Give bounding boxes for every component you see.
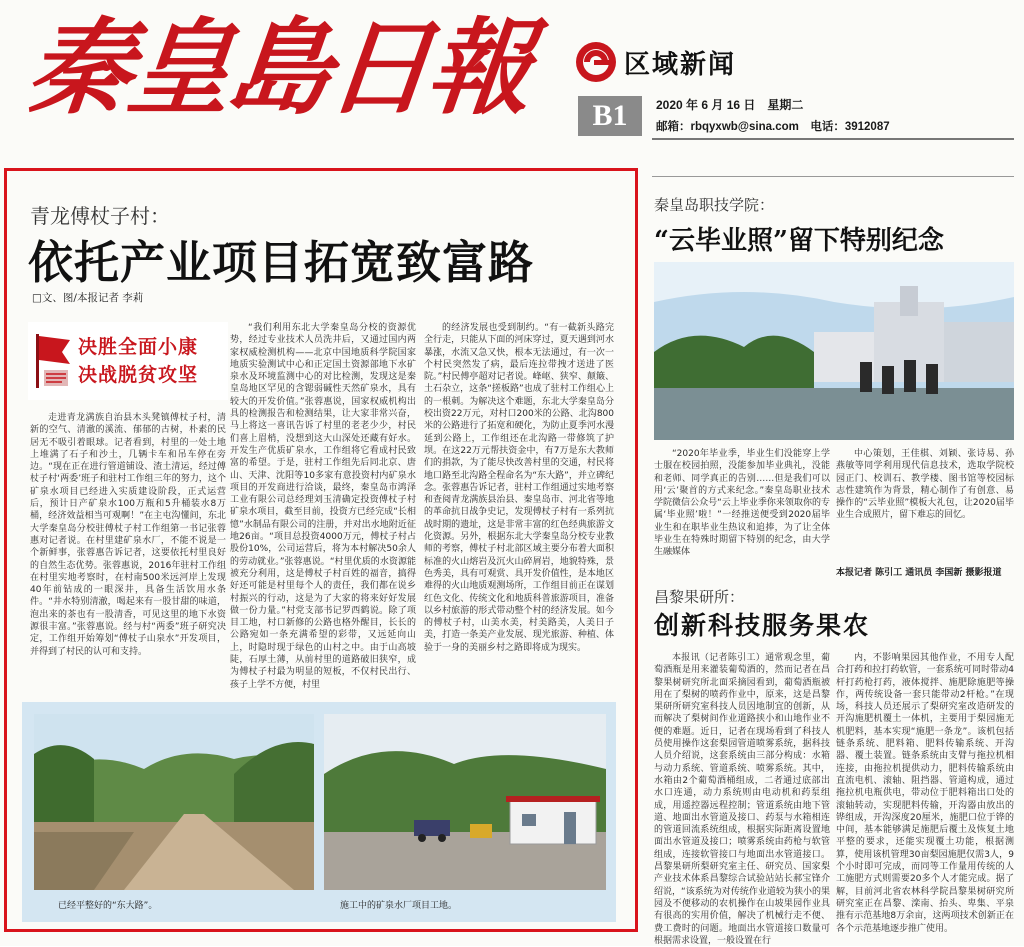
newspaper-emblem-icon <box>574 40 618 84</box>
lead-article-byline: □文、图/本报记者 李莉 <box>32 292 144 304</box>
lead-article-title: 依托产业项目拓宽致富路 <box>28 236 535 289</box>
masthead-divider <box>652 138 1014 140</box>
right-top-byline: 本报记者 陈引工 通讯员 李国新 摄影报道 <box>836 568 1002 578</box>
right-bottom-column-2: 内，不影响果园其他作业，不用专人配合打药和拉打药软管，一套系统可同时带动4杆打药枪打药，液体搅拌、施肥除施肥等操作，两传统设备一套只能带动2杆枪。”在现场，科技人员还展示了梨研究室改造研发的开沟施肥机覆土一体机，主要用于梨园施无机肥料，基本实现“施肥一条龙”。该机包括链条系统、肥料箱、肥料传输系统、开沟器、覆土装置。链条系统由支臂与拖拉机相连接，由拖拉机提供动力，肥料传输系统由直流电机、滚轴、阻挡器、管道构成，通过拖拉机电瓶供电，带动位于肥料箱出口处的滚轴转动，实现肥料传输，开沟器由放出的铧组成，开沟深度20厘米，施肥口位于铧的中间，基本能够满足施肥后覆土及恢复土地平整的要求，还能实现覆土功能，根据测算，使用该机管理30亩梨园施肥仅需3人，9个小时即可完成，而同等工作量用传统的人工施肥方式则需要20多个人才能完成。据了解，目前河北省农林科学院昌黎果树研究所研究室正在昌黎、滦南、抬头、卑集、平泉推有示范基地8万余亩，这两项技术创新正在各个示范基地逐步推广使用。 <box>836 653 1014 934</box>
section-title: 区域新闻 <box>624 50 737 80</box>
construction-photo-caption: 施工中的矿泉水厂项目工地。 <box>340 901 458 911</box>
lead-article-kicker: 青龙傅杖子村： <box>30 204 170 228</box>
road-photo <box>34 714 314 890</box>
lead-article-column-3: 的经济发展也受到制约。“有一截新头路完全行走，只能从下面的河床穿过，夏天遇到河水暴涨，水流又急又快，根本无法通过，有一次一个村民突然发了病，最后连拉带拽才送进了医院。”村民傅亭超对记者说。峰岖、狭窄、颠簸、土石杂立，这条“搓板路”也成了驻村工作组心上的一根刺。为解决这个难题，东北大学秦皇岛分校出资22万元，对村口200米的公路、北沟800米的公路进行了拓宽和硬化，为防止夏季河水漫延到公路上，工作组还在北沟路一带修筑了护坝。在这22万元帮扶资金中，有7万是东大教师们的捐款，为了能尽快改善村里的交通，村民将地口路至北沟路全程命名为“东大路”，并立碑纪念。张蓉惠告诉记者，驻村工作组通过实地考察和查阅青龙满族县治县、秦皇岛市、河北省等地的革命抗日战争史记，发现傅杖子村有一系列抗战时期的遗址，这是非常丰富的红色经典旅游文化资源。另外，根据东北大学秦皇岛分校专业教师的考察，傅杖子村北部区域主要分布着大面积标准的火山熔岩及沉火山碎屑岩，地貌特殊，景色秀美，具有可观赏、具开发价值性，是本地区难得的火山地质观测场所，工作组目前正在谋划红色文化、传统文化和地质科普旅游项目，准备以乡村旅游的形式带动整个村的经济发展。如今的傅杖子村，山美水美，村美路美，人美日子美，打造一条美产业发展、现光旅游、种植、体验于一身的美丽乡村之路即将成为现实。 <box>424 323 614 653</box>
right-top-column-2: 中心策划，王佳棋、刘颖、张诗易、孙燕敏等同学利用现代信息技术，选取学院校园正门、校训石、教学楼、图书馆等校园标志性建筑作为背景，精心制作了有创意、易操作的“云毕业照”模板大礼包，让2020届毕业生合成照片，留下难忘的回忆。 <box>836 449 1014 521</box>
right-top-title: “云毕业照”留下特别纪念 <box>654 226 944 256</box>
campaign-banner <box>28 322 228 400</box>
right-bottom-title: 创新科技服务果农 <box>654 611 871 640</box>
right-top-column-1: “2020年毕业季，毕业生们没能穿上学士服在校园拍照，没能参加毕业典礼，没能和老师、同学真正的告别……但是我们可以用‘云’聚首的方式来纪念。”秦皇岛职业技术学院微信公众号“云上毕业季你来领取你的专属‘毕业照’啦！”一经推送便受到2020届毕业生和在职毕业生热议和追捧，为了让全体毕业生在特殊时期留下特别的纪念，由大学生融媒体 <box>654 449 830 558</box>
lead-article-column-1: 走进青龙满族自治县木头凳镇傅杖子村，清新的空气、清澈的溪流、郁郁的古树，朴素的民居无不吸引着眼球。记者看到，村里的一处土地上堆满了石子和沙土，几辆卡车和吊车停在旁边。“现在正在进行管道铺设、渣土清运，经过傅杖子村‘两委’班子和驻村工作组三年的努力，这个矿泉水项目已经进入实质建设阶段，正式运营后，预计日产矿泉水100万瓶和5升桶装水8万桶，经济效益相当可观啊！”在主屯沟懂间，东北大学秦皇岛分校驻傅杖子村工作组第一书记张蓉惠对记者说。在村里建矿泉水厂，不能不说是一个新鲜事，张蓉惠告诉记者，这要依托村里良好的自然生态优势。张蓉惠说，2016年驻村工作组在村里实地考察时，在村南500米远河岸上发现40年前钻成的一眼深井，具备生活饮用水条件。“井水特别清澈，喝起来有一股甘甜的味道，泡出来的茶也有一股清香，可见这里的地下水资源很丰富。”张蓉惠说。经与村“两委”班子研究决定，工作组开始筹划“傅杖子山泉水”开发项目，并得到了村民的认可和支持。 <box>30 413 226 657</box>
right-top-kicker: 秦皇岛职技学院： <box>654 196 775 214</box>
construction-site-photo <box>324 714 606 890</box>
road-photo-caption: 已经平整好的“东大路”。 <box>58 901 158 911</box>
red-flag-icon <box>32 330 74 390</box>
masthead-logo: 秦皇島日報 <box>21 6 535 129</box>
graduation-photo <box>654 262 1014 440</box>
campaign-slogan-1: 决胜全面小康 <box>78 336 199 358</box>
campaign-slogan-2: 决战脱贫攻坚 <box>78 364 199 386</box>
contact-info: 邮箱：rbqyxwb@sina.com 电话：3912087 <box>656 121 890 133</box>
lead-article-column-2: “我们利用东北大学秦皇岛分校的资源优势，经过专业技术人员洗井后，又通过国内两家权威检测机构——北京中国地质科学院国家地质实验测试中心和正定国土资源部地下水矿泉水及环境监测中心的对比检测，发现这是秦皇岛地区罕见的含锶弱碱性天然矿泉水，具有较大的开发价值。”张蓉惠说，国家权威机构出具的检测报告和检测结果，让大家非常兴奋，马上将这一喜讯告诉了村里的老老少少，村民们喜上眉梢，没想到这大山深处还藏有好水。开发生产优质矿泉水，工作组将它看成村民致富的希望。于是，驻村工作组先后同北京、唐山、天津、沈阳等10多家有意投资村内矿泉水项目的开发商进行洽谈，最终，秦皇岛市鸿泽工业有限公司总经理刘玉清确定投资傅杖子村矿泉水项目，截至目前，投资方已经完成“长相憶”水制品有限公司的注册，并对出水地附近征地26亩。“项目总投资4000万元，傅杖子村占股份10%，公司运营后，将为本村解决50余人的劳动就业。”张蓉惠说。“村里优质的水资源能被充分利用，这是傅杖子村百姓的福音，搞得好还可能是村里每个人的责任，我们都在说乡村振兴的行动，这是为了大家的将来好好发展做一份力量。”村党支部书记罗西鹤说。除了项目工地，村口新修的公路也格外醒目，长长的公路宛如一条充满希望的彩带，又远延向山上，时隐时现于绿色的山村之中。由于山高坡陡，石厚土薄，从前村里的道路破旧狭窄，成为傅杖子村最为明显的短板，不仅村民出行、孩子上学不方便，村里 <box>230 323 416 690</box>
page-number-badge: B1 <box>578 96 642 136</box>
right-bottom-column-1: 本报讯（记者陈引工）通常观念里，葡萄酒瓶是用来灌装葡萄酒的，然而记者在昌黎果树研究所北面采摘园看到，葡萄酒瓶被用在了梨树的喷药作业中，原来，这是昌黎果研所研究室科技人员因地制宜的创新，从而解决了梨树间作业道路挟小和山地作业不便的难题。近日，记者在现场看到了科技人员使用操作这套梨园管道喷雾系统，据科技人员介绍说，这套系统由三部分构成：水箱与动力系统、管道系统、喷雾系统。其中，水箱由2个葡萄酒桶组成，二者通过底部出水口连通，动力系统则由电动机和药泵组成，用遥控器远程控制；管道系统由地下管道、地面出水管道及接口、药泵与水箱相连的管道回流系统组成，根据实际距离设置地面出水管道及接口；喷雾系统由药枪与软管组成，连接软管接口与地面出水管道接口。昌黎果研所梨研究室主任、研究员、国家梨产业技术体系昌黎综合试验站站长郝宝锋介绍说，“该系统为对传统作业道较为狭小的果园及不便移动的农机操作在山坡果园作业具有很高的实用价值，解决了机械行走不便、费工费时的问题。地面出水管道接口数量可根据需求设置，一般设置在行 <box>654 653 830 946</box>
issue-date: 2020 年 6 月 16 日 星期二 <box>656 98 804 112</box>
right-column-divider <box>652 176 1014 177</box>
right-bottom-kicker: 昌黎果研所： <box>654 588 745 606</box>
